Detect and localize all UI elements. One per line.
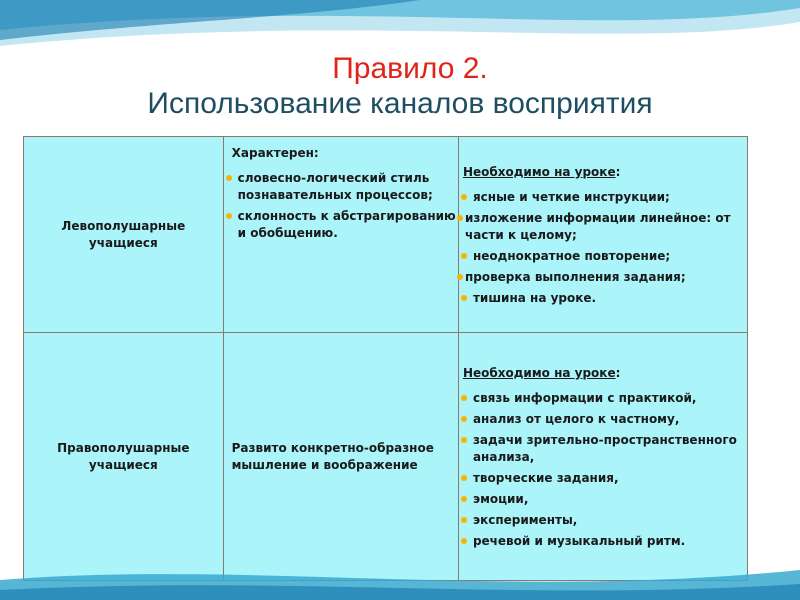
list-item: проверка выполнения задания; — [459, 269, 747, 286]
bullet-icon — [461, 253, 467, 259]
bullet-icon — [461, 295, 467, 301]
list-item: ясные и четкие инструкции; — [459, 189, 747, 206]
lesson-needs-heading: Необходимо на уроке: — [462, 366, 621, 380]
list-item: творческие задания, — [459, 470, 747, 487]
list-item: эксперименты, — [459, 512, 747, 529]
bullet-icon — [461, 416, 467, 422]
lesson-needs-heading: Необходимо на уроке: — [462, 165, 621, 179]
list-item: неоднократное повторение; — [459, 248, 747, 265]
list-item: анализ от целого к частному, — [459, 411, 747, 428]
bullet-icon — [461, 475, 467, 481]
list-item: эмоции, — [459, 491, 747, 508]
bullet-icon — [461, 496, 467, 502]
characteristics-text: Развито конкретно-образное мышление и воображение — [231, 440, 434, 472]
lesson-needs-cell — [458, 137, 747, 333]
bottom-wave-decoration — [0, 540, 800, 600]
list-item: изложение информации линейное: от части к целому; — [459, 210, 747, 244]
bullet-icon — [461, 194, 467, 200]
list-item: задачи зрительно-пространственного анализа, — [459, 432, 747, 466]
info-table — [23, 136, 748, 581]
bullet-icon — [226, 175, 232, 181]
characteristics-heading: Характерен: — [231, 146, 319, 160]
characteristics-cell — [223, 137, 458, 333]
bullet-icon — [457, 215, 463, 221]
bullet-icon — [461, 437, 467, 443]
table-row — [24, 137, 748, 333]
title-rule-number: Правило 2. — [332, 52, 488, 85]
list-item: речевой и музыкальный ритм. — [459, 533, 747, 550]
title-rule-text: Использование каналов восприятия — [147, 87, 653, 120]
list-item: тишина на уроке. — [459, 290, 747, 307]
list-item: связь информации с практикой, — [459, 390, 747, 407]
slide-title — [0, 52, 800, 122]
row-label: Левополушарные учащиеся — [61, 218, 186, 250]
bullet-icon — [226, 213, 232, 219]
bullet-icon — [461, 517, 467, 523]
list-item: словесно-логический стиль познавательных процессов; — [224, 170, 458, 204]
row-label-cell — [24, 137, 224, 333]
row-label: Правополушарные учащиеся — [57, 440, 190, 472]
list-item: склонность к абстрагированию и обобщению. — [224, 208, 458, 242]
bullet-icon — [461, 395, 467, 401]
bullet-icon — [457, 274, 463, 280]
